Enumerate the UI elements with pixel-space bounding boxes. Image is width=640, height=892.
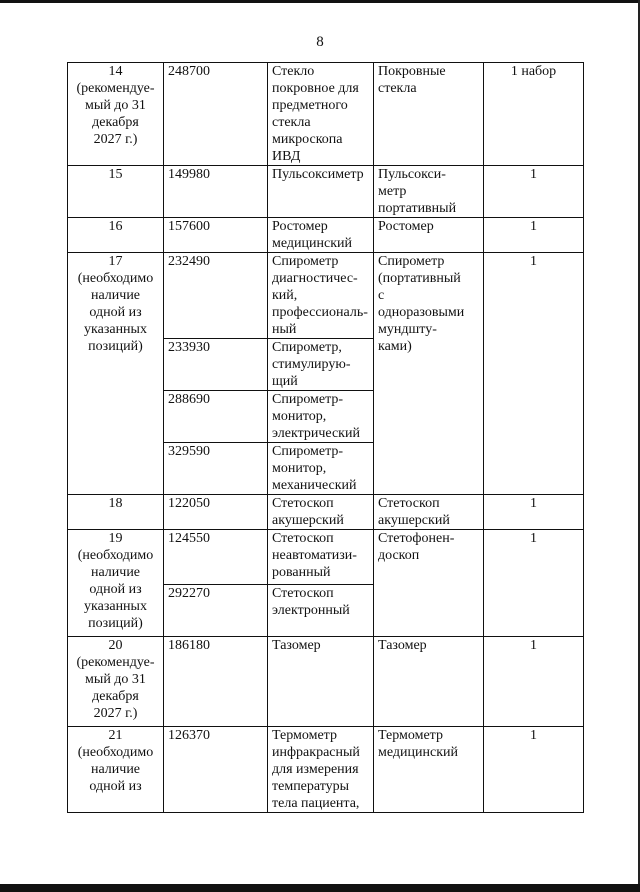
- type-cell: Стетоскоп акушерский: [374, 495, 484, 530]
- quantity-cell: 1: [484, 495, 584, 530]
- code-cell: 292270: [164, 585, 268, 637]
- item-name-cell: Стекло покровное для предметного стекла микроскопа ИВД: [268, 63, 374, 166]
- row-number-cell: 18: [68, 495, 164, 530]
- code-cell: 122050: [164, 495, 268, 530]
- equipment-table-body: [68, 63, 584, 813]
- equipment-table: [67, 62, 584, 813]
- quantity-cell: 1: [484, 530, 584, 637]
- quantity-cell: 1 набор: [484, 63, 584, 166]
- type-cell: Тазомер: [374, 637, 484, 727]
- item-name-cell: Ростомер медицинский: [268, 218, 374, 253]
- code-cell: 288690: [164, 391, 268, 443]
- type-cell: Покровные стекла: [374, 63, 484, 166]
- quantity-cell: 1: [484, 727, 584, 813]
- type-cell: Стетофонен- доскоп: [374, 530, 484, 637]
- type-cell: Термометр медицинский: [374, 727, 484, 813]
- type-cell: Ростомер: [374, 218, 484, 253]
- type-cell: Спирометр (портативный с одноразовыми мундшту- ками): [374, 253, 484, 495]
- item-name-cell: Стетоскоп электронный: [268, 585, 374, 637]
- code-cell: 248700: [164, 63, 268, 166]
- table-row: [68, 63, 584, 166]
- row-number-cell: 16: [68, 218, 164, 253]
- item-name-cell: Пульсоксиметр: [268, 166, 374, 218]
- table-row: [68, 530, 584, 585]
- row-number-cell: 15: [68, 166, 164, 218]
- quantity-cell: 1: [484, 637, 584, 727]
- table-row: [68, 253, 584, 339]
- scan-edge-bottom: [0, 884, 640, 892]
- item-name-cell: Спирометр диагностичес- кий, профессиональ- ный: [268, 253, 374, 339]
- table-row: [68, 166, 584, 218]
- row-number-cell: 21 (необходимо наличие одной из: [68, 727, 164, 813]
- code-cell: 149980: [164, 166, 268, 218]
- code-cell: 233930: [164, 339, 268, 391]
- code-cell: 157600: [164, 218, 268, 253]
- item-name-cell: Спирометр, стимулирую- щий: [268, 339, 374, 391]
- row-number-cell: 20 (рекомендуе- мый до 31 декабря 2027 г.): [68, 637, 164, 727]
- quantity-cell: 1: [484, 253, 584, 495]
- table-row: [68, 727, 584, 813]
- table-row: [68, 495, 584, 530]
- code-cell: 186180: [164, 637, 268, 727]
- scan-edge-top: [0, 0, 640, 3]
- code-cell: 232490: [164, 253, 268, 339]
- row-number-cell: 14 (рекомендуе- мый до 31 декабря 2027 г.): [68, 63, 164, 166]
- item-name-cell: Стетоскоп акушерский: [268, 495, 374, 530]
- item-name-cell: Термометр инфракрасный для измерения температуры тела пациента,: [268, 727, 374, 813]
- page-number: 8: [316, 34, 324, 50]
- quantity-cell: 1: [484, 218, 584, 253]
- row-number-cell: 17 (необходимо наличие одной из указанных позиций): [68, 253, 164, 495]
- item-name-cell: Стетоскоп неавтоматизи- рованный: [268, 530, 374, 585]
- table-row: [68, 637, 584, 727]
- code-cell: 124550: [164, 530, 268, 585]
- row-number-cell: 19 (необходимо наличие одной из указанных позиций): [68, 530, 164, 637]
- table-row: [68, 218, 584, 253]
- quantity-cell: 1: [484, 166, 584, 218]
- code-cell: 329590: [164, 443, 268, 495]
- code-cell: 126370: [164, 727, 268, 813]
- item-name-cell: Спирометр- монитор, механический: [268, 443, 374, 495]
- item-name-cell: Тазомер: [268, 637, 374, 727]
- item-name-cell: Спирометр- монитор, электрический: [268, 391, 374, 443]
- type-cell: Пульсокси- метр портативный: [374, 166, 484, 218]
